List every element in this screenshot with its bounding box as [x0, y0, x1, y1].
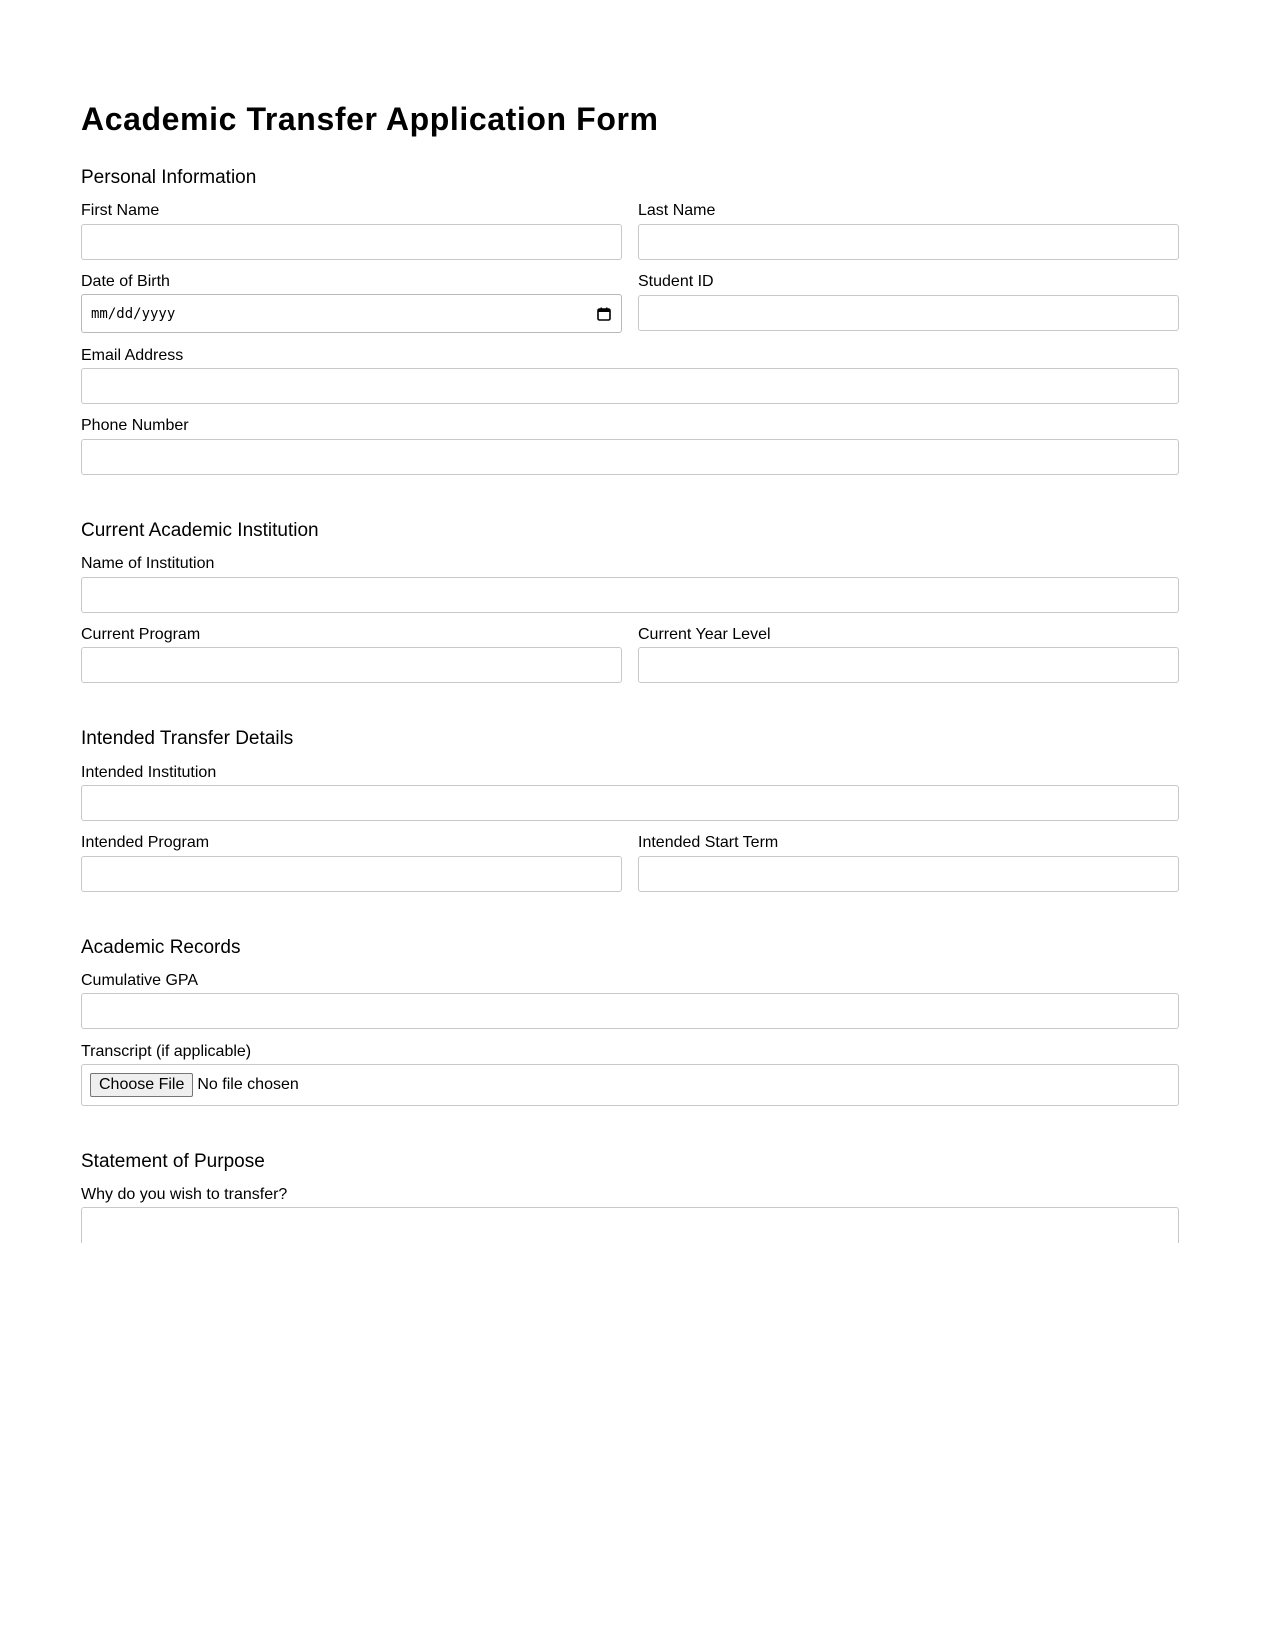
choose-file-button[interactable]: Choose File: [90, 1073, 193, 1097]
dob-label: Date of Birth: [81, 273, 170, 290]
section-heading-current-institution: Current Academic Institution: [81, 520, 319, 541]
dob-placeholder: mm/dd/yyyy: [91, 305, 176, 322]
current-program-label: Current Program: [81, 626, 201, 643]
email-input[interactable]: [81, 368, 1179, 404]
dob-date-input[interactable]: [81, 294, 622, 333]
current-year-label: Current Year Level: [638, 626, 771, 643]
intended-program-input[interactable]: [81, 856, 622, 892]
student-id-label: Student ID: [638, 273, 714, 290]
transfer-reason-textarea[interactable]: [81, 1207, 1179, 1243]
intended-term-input[interactable]: [638, 856, 1179, 892]
current-year-input[interactable]: [638, 647, 1179, 683]
transcript-label: Transcript (if applicable): [81, 1043, 252, 1060]
gpa-label: Cumulative GPA: [81, 972, 199, 989]
student-id-input[interactable]: [638, 295, 1179, 331]
first-name-label: First Name: [81, 202, 160, 219]
intended-term-label: Intended Start Term: [638, 834, 779, 851]
intended-institution-input[interactable]: [81, 785, 1179, 821]
last-name-input[interactable]: [638, 224, 1179, 260]
calendar-icon[interactable]: [597, 307, 611, 321]
phone-label: Phone Number: [81, 417, 189, 434]
section-heading-intended-transfer: Intended Transfer Details: [81, 728, 294, 749]
intended-program-label: Intended Program: [81, 834, 210, 851]
phone-input[interactable]: [81, 439, 1179, 475]
section-heading-personal: Personal Information: [81, 167, 257, 188]
section-heading-statement: Statement of Purpose: [81, 1151, 265, 1172]
file-status-text: No file chosen: [197, 1076, 299, 1093]
form-title: Academic Transfer Application Form: [81, 101, 659, 137]
last-name-label: Last Name: [638, 202, 716, 219]
transfer-reason-label: Why do you wish to transfer?: [81, 1186, 288, 1203]
intended-institution-label: Intended Institution: [81, 764, 217, 781]
first-name-input[interactable]: [81, 224, 622, 260]
transcript-file-input: [81, 1064, 1179, 1106]
email-label: Email Address: [81, 347, 184, 364]
current-institution-input[interactable]: [81, 577, 1179, 613]
current-institution-label: Name of Institution: [81, 555, 215, 572]
current-program-input[interactable]: [81, 647, 622, 683]
section-heading-academic-records: Academic Records: [81, 937, 241, 958]
gpa-input[interactable]: [81, 993, 1179, 1029]
